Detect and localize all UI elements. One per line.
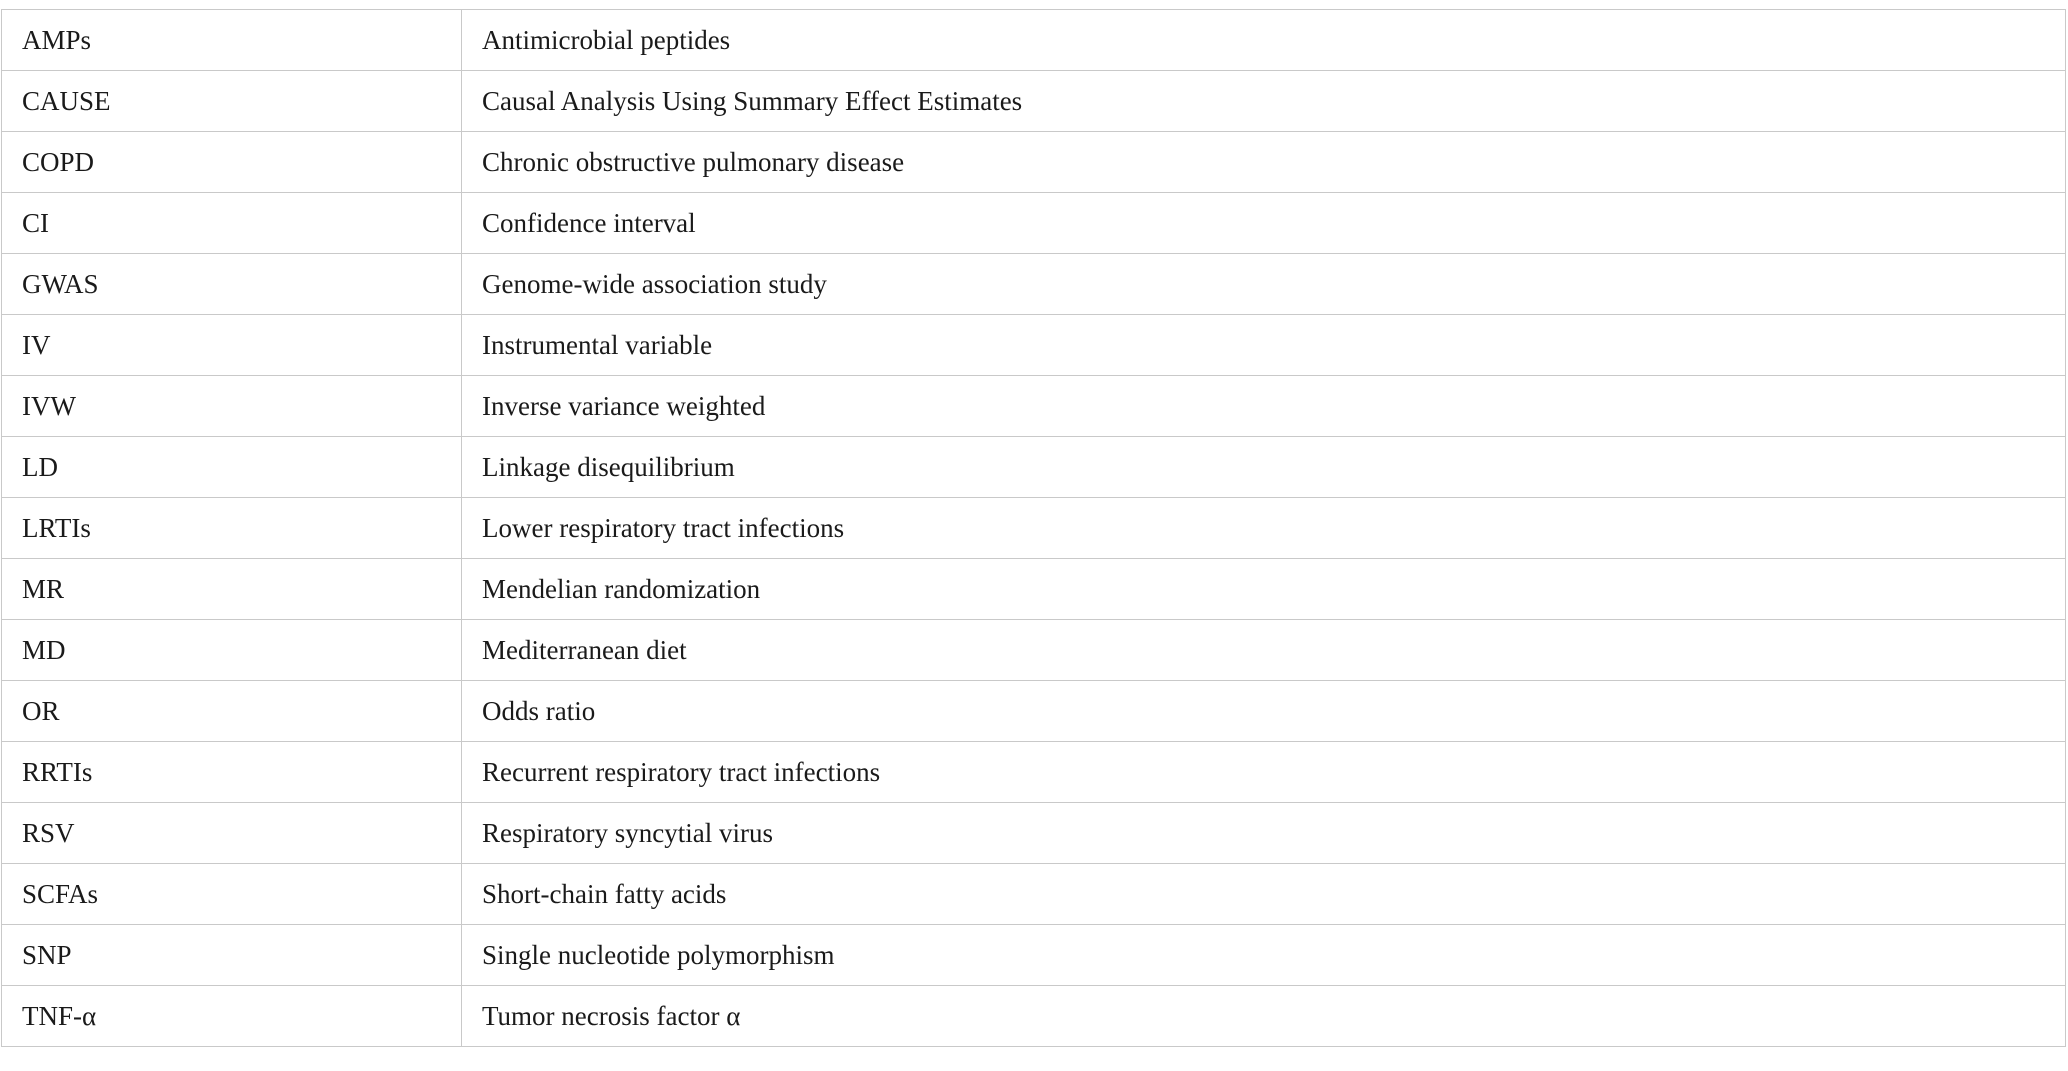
table-row: [2, 986, 2066, 1047]
abbreviation-cell: GWAS: [2, 254, 462, 315]
abbreviation-cell: IVW: [2, 376, 462, 437]
table-row: [2, 10, 2066, 71]
definition-cell: Lower respiratory tract infections: [462, 498, 2066, 559]
table-row: [2, 620, 2066, 681]
definition-cell: Causal Analysis Using Summary Effect Estimates: [462, 71, 2066, 132]
abbreviation-cell: COPD: [2, 132, 462, 193]
abbreviation-cell: MD: [2, 620, 462, 681]
abbreviation-cell: LRTIs: [2, 498, 462, 559]
table-row: [2, 742, 2066, 803]
table-row: [2, 559, 2066, 620]
definition-cell: Respiratory syncytial virus: [462, 803, 2066, 864]
definition-cell: Mediterranean diet: [462, 620, 2066, 681]
definition-cell: Tumor necrosis factor α: [462, 986, 2066, 1047]
definition-cell: Inverse variance weighted: [462, 376, 2066, 437]
abbreviation-cell: RRTIs: [2, 742, 462, 803]
table-row: [2, 803, 2066, 864]
table-row: [2, 681, 2066, 742]
abbreviation-cell: MR: [2, 559, 462, 620]
table-row: [2, 437, 2066, 498]
abbreviations-table: [1, 9, 2066, 1047]
table-row: [2, 315, 2066, 376]
definition-cell: Recurrent respiratory tract infections: [462, 742, 2066, 803]
abbreviations-table-body: [2, 10, 2066, 1047]
definition-cell: Linkage disequilibrium: [462, 437, 2066, 498]
definition-cell: Confidence interval: [462, 193, 2066, 254]
abbreviation-cell: AMPs: [2, 10, 462, 71]
table-row: [2, 132, 2066, 193]
abbreviation-cell: CI: [2, 193, 462, 254]
definition-cell: Short-chain fatty acids: [462, 864, 2066, 925]
definition-cell: Odds ratio: [462, 681, 2066, 742]
definition-cell: Antimicrobial peptides: [462, 10, 2066, 71]
abbreviation-cell: IV: [2, 315, 462, 376]
abbreviation-cell: CAUSE: [2, 71, 462, 132]
table-row: [2, 925, 2066, 986]
definition-cell: Single nucleotide polymorphism: [462, 925, 2066, 986]
definition-cell: Instrumental variable: [462, 315, 2066, 376]
abbreviation-cell: SCFAs: [2, 864, 462, 925]
table-row: [2, 498, 2066, 559]
definition-cell: Chronic obstructive pulmonary disease: [462, 132, 2066, 193]
table-row: [2, 864, 2066, 925]
table-row: [2, 71, 2066, 132]
abbreviation-cell: RSV: [2, 803, 462, 864]
table-row: [2, 376, 2066, 437]
definition-cell: Genome-wide association study: [462, 254, 2066, 315]
table-row: [2, 254, 2066, 315]
table-row: [2, 193, 2066, 254]
abbreviation-cell: SNP: [2, 925, 462, 986]
abbreviation-cell: LD: [2, 437, 462, 498]
abbreviation-cell: TNF-α: [2, 986, 462, 1047]
abbreviation-cell: OR: [2, 681, 462, 742]
definition-cell: Mendelian randomization: [462, 559, 2066, 620]
